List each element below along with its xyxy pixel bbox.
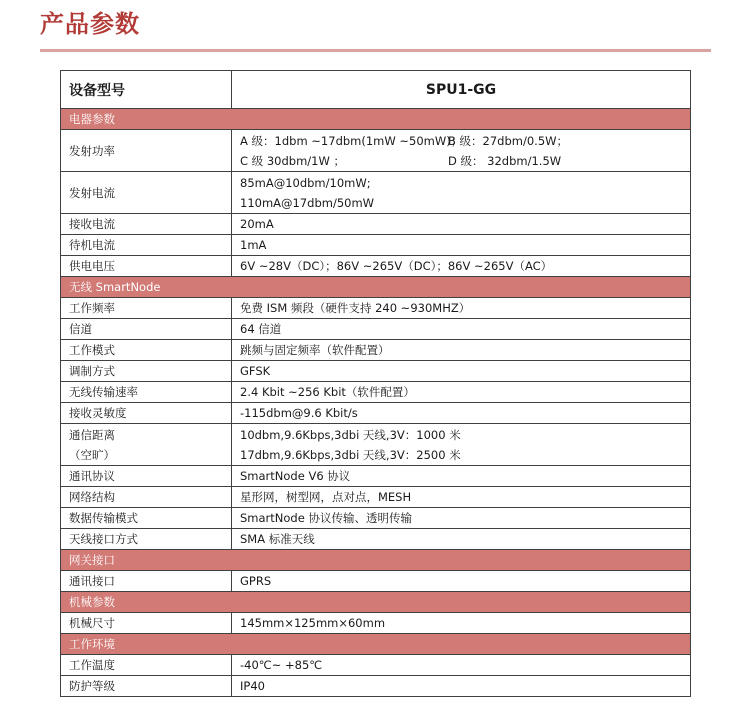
- value-line: 110mA@17dbm/50mW: [240, 195, 375, 210]
- section-title: 网关接口: [61, 550, 691, 571]
- row-label: 机械尺寸: [61, 613, 232, 634]
- row-value: -40℃~ +85℃: [232, 655, 691, 676]
- table-row: [61, 676, 691, 697]
- value-text: C 级 30dbm/1W ；: [240, 153, 345, 168]
- row-value: 跳频与固定频率（软件配置）: [232, 340, 691, 361]
- row-value: SmartNode 协议传输、透明传输: [232, 508, 691, 529]
- table-row: [61, 529, 691, 550]
- row-label: 通讯协议: [61, 466, 232, 487]
- table-row: [61, 508, 691, 529]
- row-value: [232, 424, 691, 466]
- row-value: SMA 标准天线: [232, 529, 691, 550]
- row-label: 接收电流: [61, 214, 232, 235]
- section-header-gateway: [61, 550, 691, 571]
- value-line: 10dbm,9.6Kbps,3dbi 天线,3V：1000 米: [240, 427, 461, 442]
- row-value: 免费 ISM 频段（硬件支持 240 ~930MHZ）: [232, 298, 691, 319]
- label-line: （空旷）: [69, 447, 115, 462]
- table-row: [61, 235, 691, 256]
- section-title: 电器参数: [61, 109, 691, 130]
- section-title: 无线 SmartNode: [61, 277, 691, 298]
- row-label: 无线传输速率: [61, 382, 232, 403]
- section-title: 工作环境: [61, 634, 691, 655]
- row-label: 调制方式: [61, 361, 232, 382]
- row-label: 工作温度: [61, 655, 232, 676]
- value-line: [240, 151, 690, 171]
- row-label: 网络结构: [61, 487, 232, 508]
- table-row: [61, 361, 691, 382]
- row-label: 待机电流: [61, 235, 232, 256]
- model-value: SPU1-GG: [232, 71, 691, 109]
- row-value: GFSK: [232, 361, 691, 382]
- row-value: [232, 172, 691, 214]
- value-text: B 级：27dbm/0.5W；: [448, 133, 569, 148]
- table-row: [61, 130, 691, 172]
- table-row: [61, 424, 691, 466]
- table-row: [61, 340, 691, 361]
- page-title: 产品参数: [40, 9, 140, 38]
- section-header-environment: [61, 634, 691, 655]
- row-label: 发射功率: [61, 130, 232, 172]
- table-row: [61, 571, 691, 592]
- table-row: [61, 319, 691, 340]
- row-value: 64 信道: [232, 319, 691, 340]
- title-divider: [40, 49, 711, 52]
- value-line: 85mA@10dbm/10mW;: [240, 175, 371, 190]
- spec-table: [60, 70, 691, 697]
- row-value: 1mA: [232, 235, 691, 256]
- row-value: 6V ~28V（DC）；86V ~265V（DC）；86V ~265V（AC）: [232, 256, 691, 277]
- row-value: GPRS: [232, 571, 691, 592]
- table-row: [61, 172, 691, 214]
- table-row: [61, 382, 691, 403]
- header-label: 设备型号: [61, 71, 232, 109]
- section-header-mechanical: [61, 592, 691, 613]
- row-value: 2.4 Kbit ~256 Kbit（软件配置）: [232, 382, 691, 403]
- table-row: [61, 655, 691, 676]
- table-row: [61, 298, 691, 319]
- table-row: [61, 487, 691, 508]
- section-header-wireless: [61, 277, 691, 298]
- row-value: -115dbm@9.6 Kbit/s: [232, 403, 691, 424]
- value-text: D 级： 32dbm/1.5W: [448, 153, 562, 168]
- row-value: 145mm×125mm×60mm: [232, 613, 691, 634]
- row-value: [232, 130, 691, 172]
- table-row: [61, 466, 691, 487]
- label-line: 通信距离: [69, 427, 115, 442]
- row-label: 工作模式: [61, 340, 232, 361]
- row-value: 星形网，树型网，点对点，MESH: [232, 487, 691, 508]
- row-label: [61, 424, 232, 466]
- table-row: [61, 403, 691, 424]
- value-line: [240, 131, 690, 151]
- value-text: A 级：1dbm ~17dbm(1mW ~50mW)；: [240, 133, 463, 148]
- section-title: 机械参数: [61, 592, 691, 613]
- section-header-electrical: [61, 109, 691, 130]
- row-label: 天线接口方式: [61, 529, 232, 550]
- table-row: [61, 613, 691, 634]
- value-line: 17dbm,9.6Kbps,3dbi 天线,3V：2500 米: [240, 447, 461, 462]
- row-label: 供电电压: [61, 256, 232, 277]
- row-value: IP40: [232, 676, 691, 697]
- row-label: 接收灵敏度: [61, 403, 232, 424]
- table-header-row: [61, 71, 691, 109]
- table-row: [61, 256, 691, 277]
- row-label: 工作频率: [61, 298, 232, 319]
- row-label: 防护等级: [61, 676, 232, 697]
- row-label: 信道: [61, 319, 232, 340]
- row-label: 发射电流: [61, 172, 232, 214]
- table-row: [61, 214, 691, 235]
- row-value: 20mA: [232, 214, 691, 235]
- row-label: 通讯接口: [61, 571, 232, 592]
- row-label: 数据传输模式: [61, 508, 232, 529]
- row-value: SmartNode V6 协议: [232, 466, 691, 487]
